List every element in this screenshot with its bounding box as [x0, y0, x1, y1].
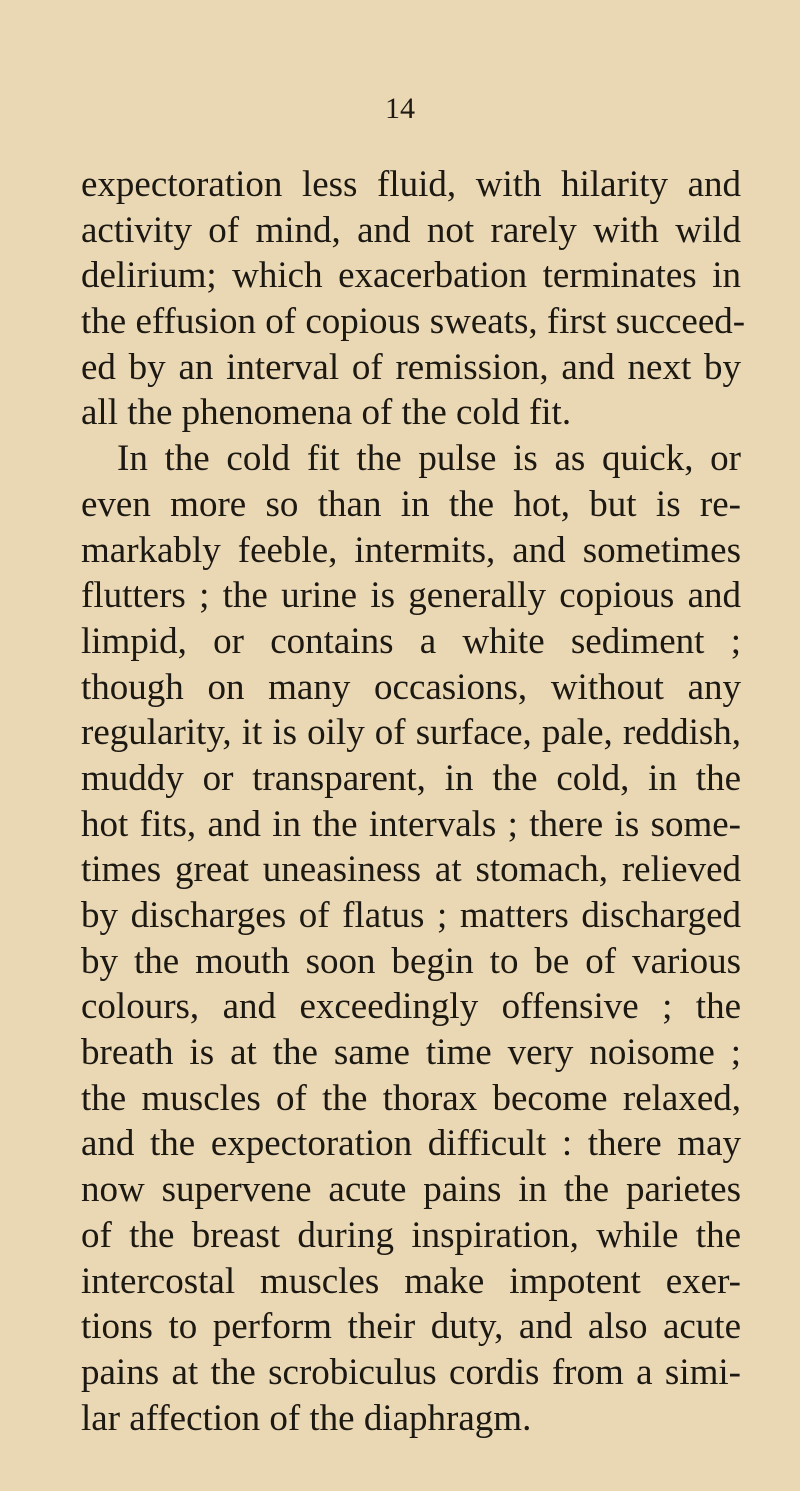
text-line: activity of mind, and not rarely with wild	[81, 209, 741, 251]
text-line: markably feeble, intermits, and sometimes	[81, 529, 741, 571]
text-line: regularity, it is oily of surface, pale, reddish,	[81, 712, 741, 754]
text-line: hot fits, and in the intervals ; there is some-	[81, 803, 741, 845]
text-line: of the breast during inspiration, while the	[81, 1214, 741, 1256]
text-line: ed by an interval of remission, and next by	[81, 346, 741, 388]
text-line: muddy or transparent, in the cold, in the	[81, 757, 741, 799]
text-line: and the expectoration difficult : there may	[81, 1123, 741, 1165]
page-number: 14	[385, 92, 415, 125]
text-line: colours, and exceedingly offensive ; the	[81, 986, 741, 1028]
text-line: breath is at the same time very noisome ;	[81, 1032, 741, 1074]
text-line: limpid, or contains a white sediment ;	[81, 620, 741, 662]
text-line: tions to perform their duty, and also acute	[81, 1306, 741, 1348]
text-line: the effusion of copious sweats, first succeed-	[81, 301, 746, 343]
text-line: though on many occasions, without any	[81, 666, 741, 708]
text-line: the muscles of the thorax become relaxed,	[81, 1077, 741, 1119]
text-line: flutters ; the urine is generally copious and	[81, 575, 741, 617]
text-line: now supervene acute pains in the parietes	[81, 1169, 741, 1211]
text-line: all the phenomena of the cold fit.	[81, 392, 572, 434]
text-line: by discharges of flatus ; matters discharged	[81, 895, 741, 936]
text-line: In the cold fit the pulse is as quick, or	[117, 438, 741, 480]
text-line: intercostal muscles make impotent exer-	[81, 1260, 741, 1302]
text-line: lar affection of the diaphragm.	[81, 1397, 532, 1439]
text-line: by the mouth soon begin to be of various	[81, 940, 741, 982]
body-text	[81, 162, 746, 1441]
text-line: even more so than in the hot, but is re-	[81, 483, 741, 525]
text-line: pains at the scrobiculus cordis from a simi-	[81, 1351, 741, 1393]
text-line: expectoration less fluid, with hilarity and	[81, 164, 741, 205]
text-line: delirium; which exacerbation terminates in	[81, 255, 741, 297]
text-line: times great uneasiness at stomach, relieved	[81, 849, 741, 891]
